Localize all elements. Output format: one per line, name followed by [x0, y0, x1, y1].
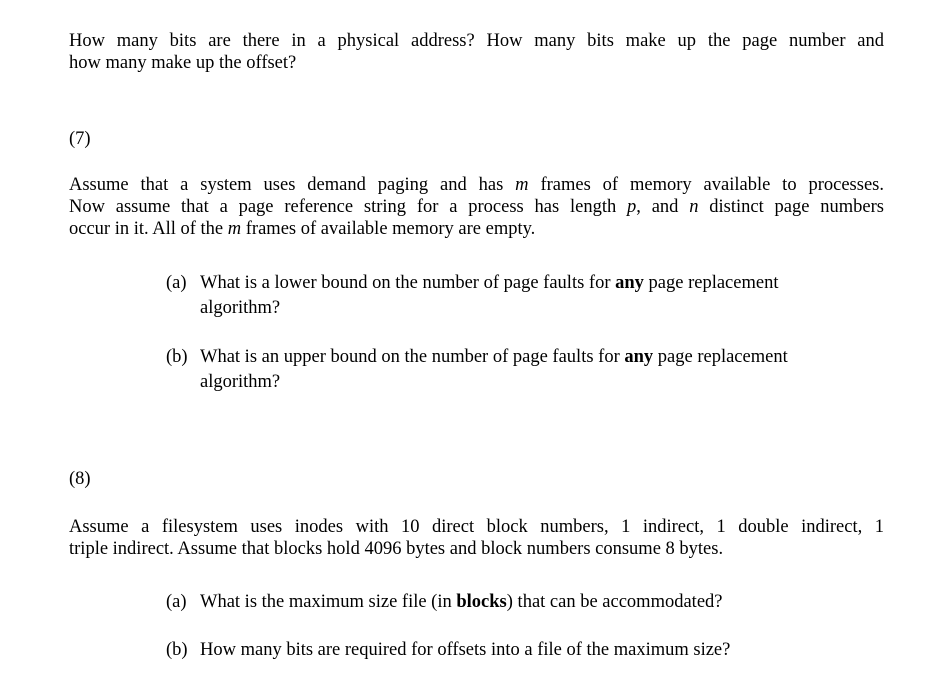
part-label: (a) — [166, 273, 187, 293]
q7-line-1: Assume that a system uses demand paging and has m frames of memory available to processes. — [69, 175, 884, 195]
var-p: p — [627, 197, 637, 217]
question-8-part-a: (a) What is the maximum size file (in blocks) that can be accommodated? — [166, 590, 866, 615]
q8-line-1: Assume a filesystem uses inodes with 10 direct block numbers, 1 indirect, 1 double indirect, 1 — [69, 517, 884, 537]
emphasis-any: any — [624, 347, 654, 367]
question-7-number: (7) — [69, 129, 91, 149]
part-continuation: algorithm? — [200, 298, 281, 318]
question-7-paragraph — [69, 174, 884, 240]
q7-line-2: Now assume that a page reference string for a process has length p, and n distinct page numbers — [69, 197, 884, 217]
var-m: m — [515, 175, 529, 195]
intro-paragraph — [69, 30, 884, 74]
question-7-part-a: (a) What is a lower bound on the number of page faults for any page replacement algorithm? — [166, 271, 866, 321]
emphasis-any: any — [615, 273, 644, 293]
intro-line-2: how many make up the offset? — [69, 53, 297, 73]
part-continuation: algorithm? — [200, 372, 281, 392]
intro-line-1: How many bits are there in a physical address? How many bits make up the page number and — [69, 31, 884, 51]
question-8-number: (8) — [69, 469, 91, 489]
part-label: (a) — [166, 592, 187, 612]
q7-line-3: occur in it. All of the m frames of available memory are empty. — [69, 219, 536, 239]
part-label: (b) — [166, 640, 188, 660]
var-m: m — [227, 219, 242, 239]
q8-line-2: triple indirect. Assume that blocks hold 4096 bytes and block numbers consume 8 bytes. — [69, 539, 724, 559]
question-8-part-b: (b) How many bits are required for offsets into a file of the maximum size? — [166, 638, 866, 663]
part-label: (b) — [166, 347, 188, 367]
question-8-paragraph — [69, 516, 884, 560]
emphasis-blocks: blocks — [456, 592, 507, 612]
var-n: n — [689, 197, 699, 217]
question-7-part-b: (b) What is an upper bound on the number of page faults for any page replacement algorithm? — [166, 345, 866, 395]
